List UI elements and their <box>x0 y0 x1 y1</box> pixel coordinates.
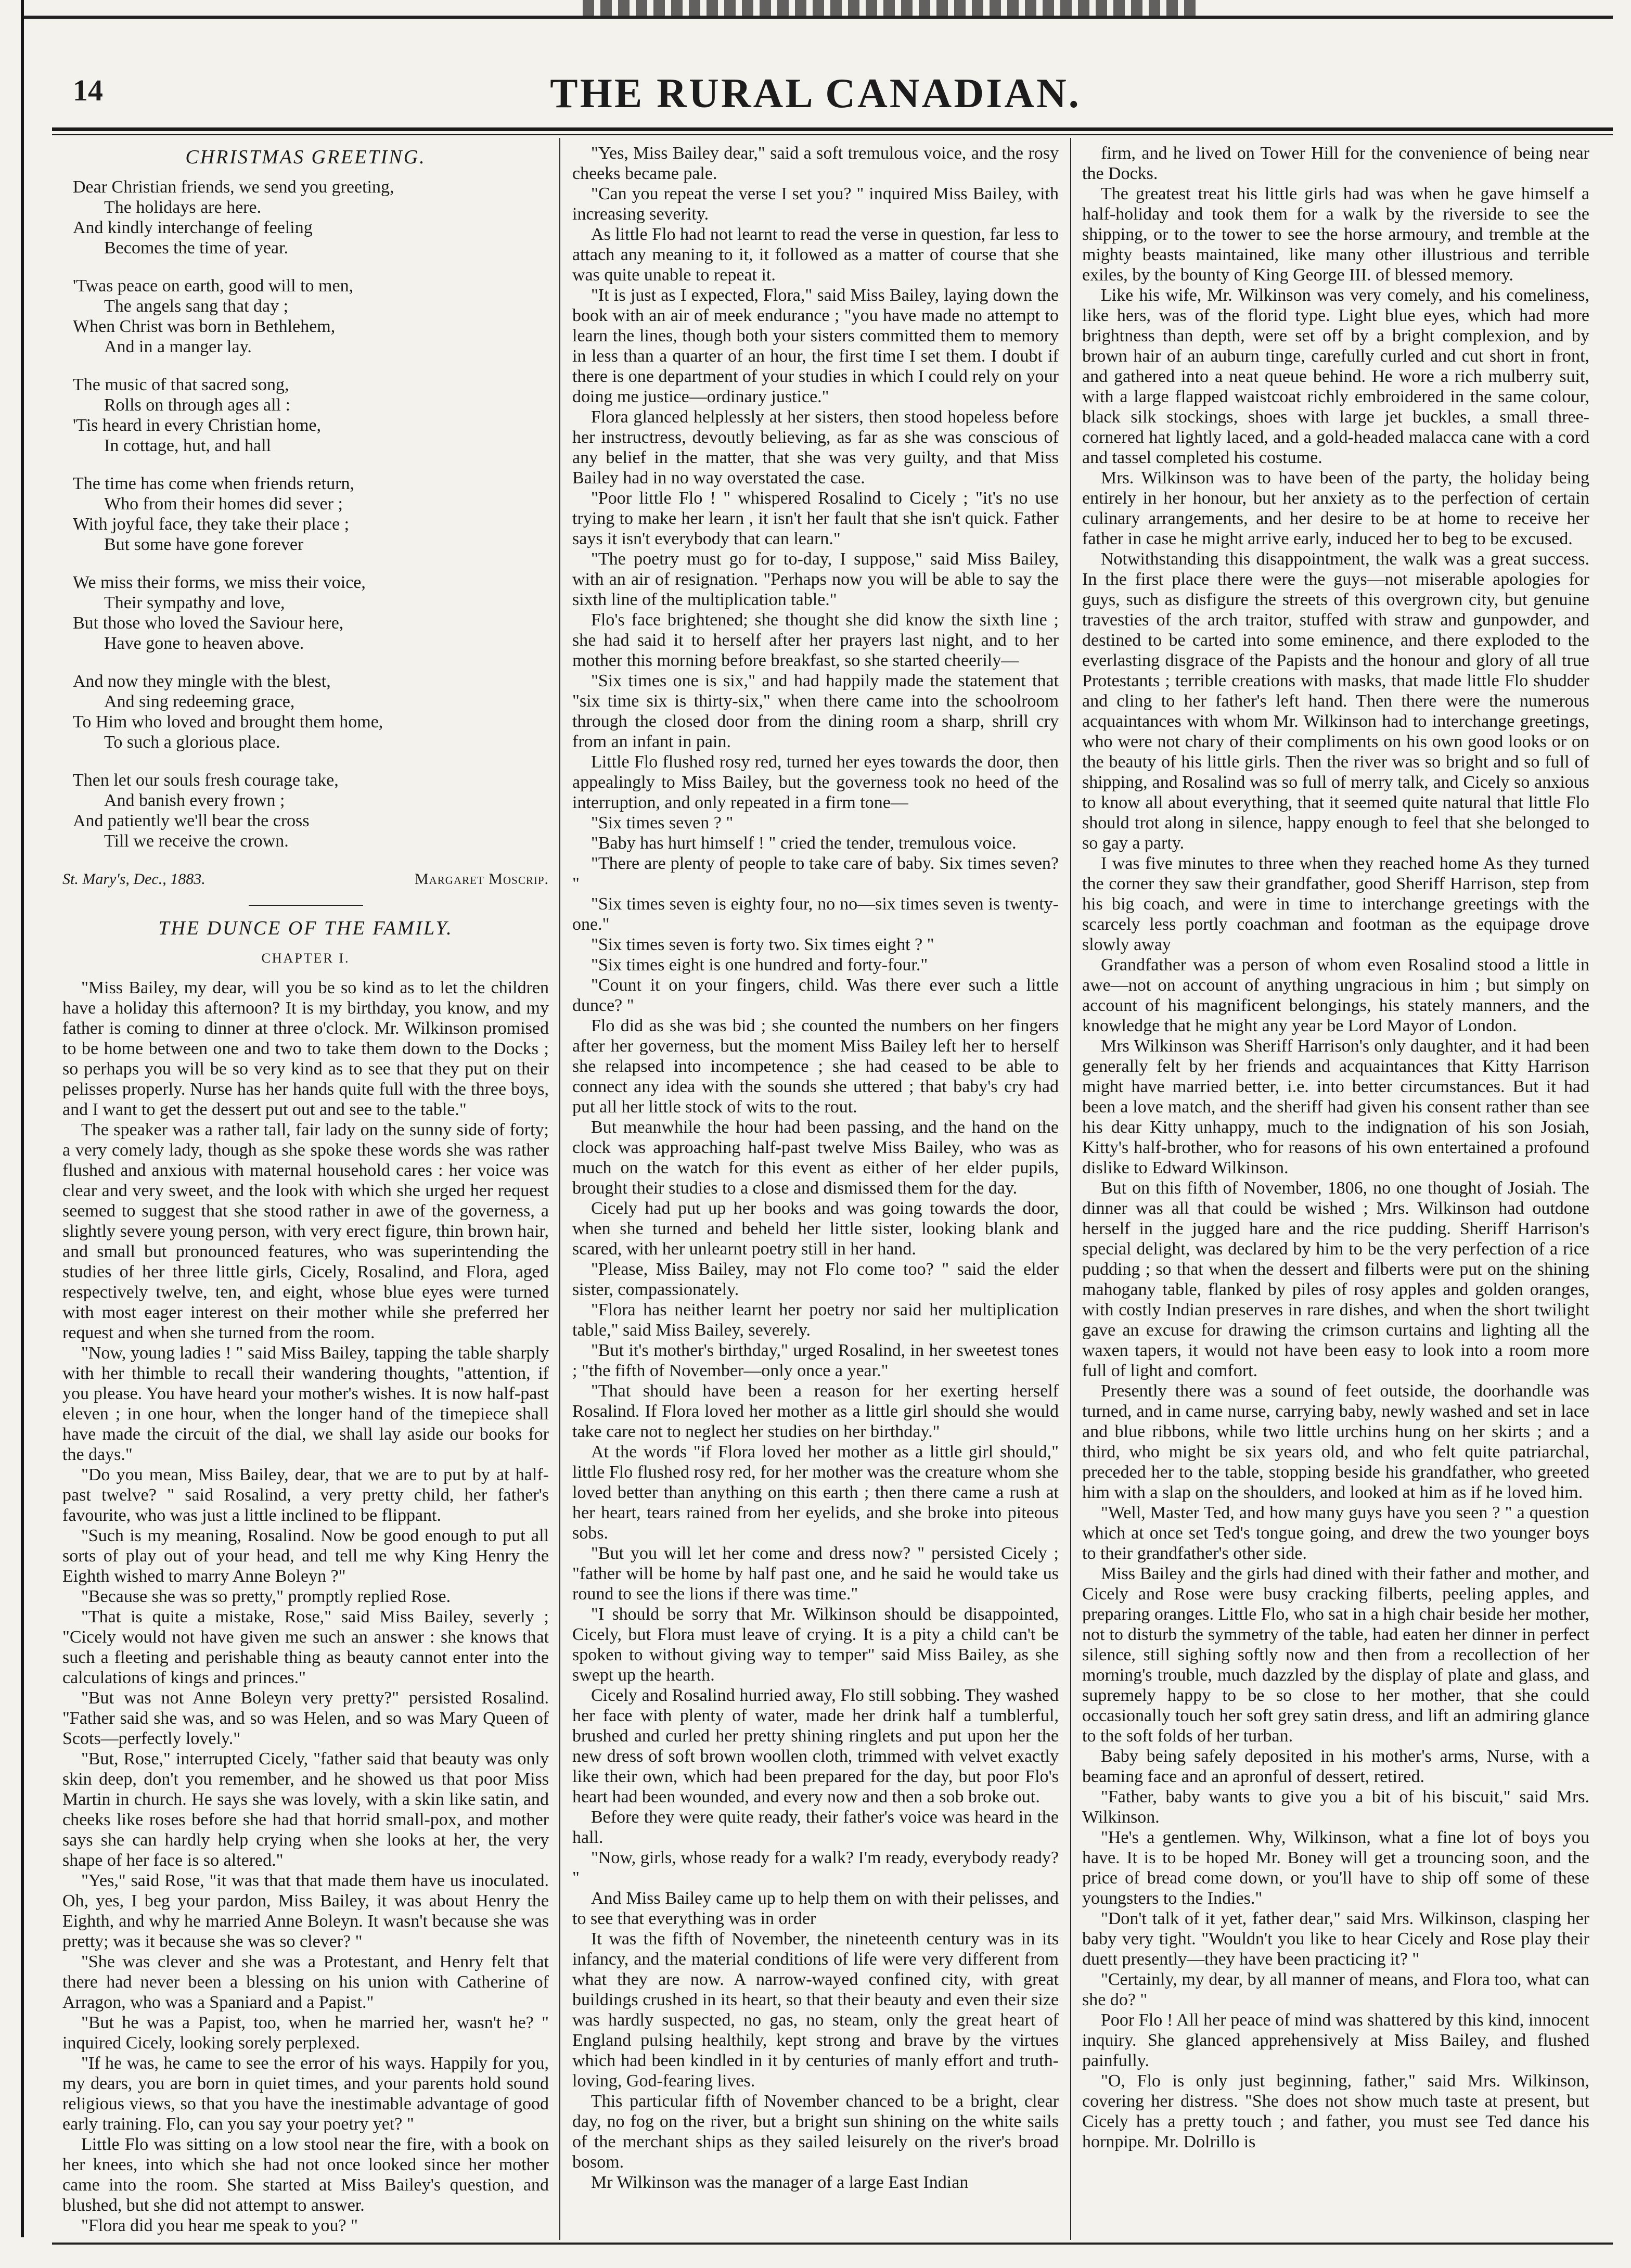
poem-line: To Him who loved and brought them home, <box>73 712 383 732</box>
poem-line: When Christ was born in Bethlehem, <box>73 317 336 336</box>
paragraph: Poor Flo ! All her peace of mind was shattered by this kind, innocent inquiry. She glanced apprehensively at Miss Bailey, and flushed painfully. <box>1082 2010 1589 2070</box>
poem-line: The angels sang that day ; <box>104 297 289 316</box>
poem-body <box>62 177 549 851</box>
poem-stanza <box>73 276 549 357</box>
paragraph: Miss Bailey and the girls had dined with their father and mother, and Cicely and Rose were busy cracking filberts, peeling apples, and preparing oranges. Little Flo, who sat in a high chair beside her mother, not to disturb the symmetry of the table, had eaten her dinner in perfect silence, still sighing softly now and then from a recollection of her morning's trouble, much dazzled by the display of plate and glass, and supremely happy to be so close to her mother, that she could occasionally touch her soft grey satin dress, and lift an admiring glance to the soft folds of her turban. <box>1082 1564 1589 1746</box>
header-rule-thin <box>52 134 1613 135</box>
column-3-text <box>1082 143 1589 2152</box>
paragraph: "That is quite a mistake, Rose," said Miss Bailey, severly ; "Cicely would not have given me such an answer : she knows that such a fleeting and perishable thing as beauty cannot enter into the calculations of kings and princes." <box>62 1607 549 1687</box>
poem-stanza <box>73 671 549 752</box>
paragraph: Flora glanced helplessly at her sisters, then stood hopeless before her instructress, devoutly believing, as far as she was conscious of any belief in the matter, that she was very guilty, and that Miss Bailey had in no way overstated the case. <box>572 407 1059 488</box>
header-rule-thick <box>52 127 1613 131</box>
poem-line: We miss their forms, we miss their voice, <box>73 573 366 592</box>
paragraph: "O, Flo is only just beginning, father," said Mrs. Wilkinson, covering her distress. "She does not show much taste at present, but Cicely has a pretty touch ; and father, you must see Ted dance his hornpipe. Mr. Dolrillo is <box>1082 2071 1589 2151</box>
poem-line: In cottage, hut, and hall <box>104 436 272 455</box>
poem-line: And in a manger lay. <box>104 337 252 356</box>
paragraph: "Well, Master Ted, and how many guys have you seen ? " a question which at once set Ted's tongue going, and drew the two younger boys to their grandfather's other side. <box>1082 1503 1589 1563</box>
paragraph: "But it's mother's birthday," urged Rosalind, in her sweetest tones ; "the fifth of November—only once a year." <box>572 1341 1059 1380</box>
column-divider <box>1070 138 1071 2240</box>
poem-line: Becomes the time of year. <box>104 238 289 258</box>
poem-line: And kindly interchange of feeling <box>73 218 313 237</box>
paragraph: As little Flo had not learnt to read the verse in question, far less to attach any meaning to it, it followed as a matter of course that she was quite unable to repeat it. <box>572 225 1059 285</box>
poem-line: Dear Christian friends, we send you greeting, <box>73 177 394 197</box>
poem-line: The music of that sacred song, <box>73 375 289 394</box>
paragraph: Mrs. Wilkinson was to have been of the party, the holiday being entirely in her honour, but her anxiety as to the perfection of certain culinary arrangements, and her desire to be at home to receive her father in case he might arrive early, induced her to beg to be excused. <box>1082 468 1589 548</box>
paragraph: "But was not Anne Boleyn very pretty?" persisted Rosalind. "Father said she was, and so was Helen, and so was Mary Queen of Scots—perfectly lovely." <box>62 1688 549 1748</box>
paragraph: Notwithstanding this disappointment, the walk was a great success. In the first place there were the guys—not miserable apologies for guys, such as disfigure the streets of this overgrown city, but genuine travesties of the arch traitor, stuffed with straw and gunpowder, and destined to be carted into some eminence, and there exploded to the everlasting disgrace of the Papists and the honour and glory of all true Protestants ; terrible creations with masks, that made little Flo shudder and cling to her father's left hand. Then there were the numerous acquaintances with whom Mr. Wilkinson had to interchange greetings, who were not chary of their compliments on his own good looks or on the beauty of his little girls. Then the river was so bright and so full of shipping, and Rosalind was so full of merry talk, and Cicely so anxious to know all about everything, that it seemed quite natural that little Flo should trot along in silence, happy enough to feel that she belonged to so gay a party. <box>1082 549 1589 853</box>
paragraph: But on this fifth of November, 1806, no one thought of Josiah. The dinner was all that could be wished ; Mrs. Wilkinson had outdone herself in the jugged hare and the rice pudding. Sheriff Harrison's special delight, was declared by him to be the very perfection of a rice pudding ; so that when the dessert and filberts were put on the shining mahogany table, flanked by piles of rosy apples and golden oranges, with costly Indian preserves in rare dishes, and when the short twilight gave an excuse for drawing the crimson curtains and lighting all the waxen tapers, it would not have been easy to look into a room more full of light and comfort. <box>1082 1178 1589 1380</box>
paragraph: The speaker was a rather tall, fair lady on the sunny side of forty; a very comely lady, though as she spoke these words she was rather flushed and anxious with maternal household cares : her voice was clear and very sweet, and the look with which she urged her request seemed to suggest that she stood rather in awe of the governess, a slightly severe young person, with very erect figure, thin brown hair, and small but pronounced features, who was superintending the studies of her three little girls, Cicely, Rosalind, and Flora, aged respectively twelve, ten, and eight, whose blue eyes were turned with most eager interest on their mother while she preferred her request and when she turned from the room. <box>62 1120 549 1342</box>
paragraph: "There are plenty of people to take care of baby. Six times seven? " <box>572 854 1059 893</box>
paragraph: And Miss Bailey came up to help them on with their pelisses, and to see that everything was in order <box>572 1889 1059 1928</box>
paragraph: "It is just as I expected, Flora," said Miss Bailey, laying down the book with an air of meek endurance ; "you have made no attempt to learn the lines, though both your sisters committed them to memory in less than a quarter of an hour, the first time I set them. I doubt if there is one department of your studies in which I could rely on your doing me justice—ordinary justice." <box>572 286 1059 406</box>
paragraph: "Yes, Miss Bailey dear," said a soft tremulous voice, and the rosy cheeks became pale. <box>572 144 1059 183</box>
column-1-text <box>62 978 549 2235</box>
paragraph: Presently there was a sound of feet outside, the doorhandle was turned, and in came nurse, carrying baby, newly washed and set in lace and blue ribbons, while two little urchins hung on her skirts ; and a third, who might be six years old, and who felt quite patriarchal, preceded her to the table, stopping beside his grandfather, who greeted him with a slap on the shoulders, and looked at him as if he loved him. <box>1082 1381 1589 1502</box>
paragraph: "Flora did you hear me speak to you? " <box>81 2216 358 2235</box>
top-rule <box>21 16 1613 19</box>
poem-place-date: St. Mary's, Dec., 1883. <box>62 870 206 888</box>
poem-line: And now they mingle with the blest, <box>73 672 331 691</box>
poem-line: And sing redeeming grace, <box>104 692 295 711</box>
paragraph: Little Flo flushed rosy red, turned her eyes towards the door, then appealingly to Miss Bailey, but the governess took no heed of the interruption, and only repeated in a firm tone— <box>572 752 1059 812</box>
poem-line: 'Twas peace on earth, good will to men, <box>73 276 354 296</box>
paragraph: This particular fifth of November chanced to be a bright, clear day, no fog on the river, but a bright sun shining on the white sails of the merchant ships as they sailed leisurely on the river's broad bosom. <box>572 2092 1059 2172</box>
paragraph: "Flora has neither learnt her poetry nor said her multiplication table," said Miss Bailey, severely. <box>572 1300 1059 1340</box>
poem-line: The time has come when friends return, <box>73 474 354 493</box>
paragraph: "Yes," said Rose, "it was that that made them have us inoculated. Oh, yes, I beg your pardon, Miss Bailey, it was about Henry the Eighth, and why he married Anne Boleyn. It wasn't because she was pretty; was it because she was so clever? " <box>62 1871 549 1951</box>
paragraph: "But you will let her come and dress now? " persisted Cicely ; "father will be home by half past one, and he said he would take us round to see the lions if there was time." <box>572 1544 1059 1604</box>
paragraph: "Do you mean, Miss Bailey, dear, that we are to put by at half-past twelve? " said Rosalind, a very pretty child, her father's favourite, who was just a little inclined to be flippant. <box>62 1465 549 1525</box>
bottom-rule <box>52 2243 1613 2245</box>
column-2-text <box>572 143 1059 2193</box>
paragraph: "Certainly, my dear, by all manner of means, and Flora too, what can she do? " <box>1082 1970 1589 2009</box>
paragraph: "Please, Miss Bailey, may not Flo come too? " said the elder sister, compassionately. <box>572 1260 1059 1299</box>
paragraph: "If he was, he came to see the error of his ways. Happily for you, my dears, you are born in quiet times, and your parents hold sound religious views, so that you have the inestimable advantage of good early training. Flo, can you say your poetry yet? " <box>62 2054 549 2134</box>
poem-line: To such a glorious place. <box>104 733 280 752</box>
poem-title: CHRISTMAS GREETING. <box>185 146 426 168</box>
paragraph: "Count it on your fingers, child. Was there ever such a little dunce? " <box>572 976 1059 1015</box>
cropped-header-remnant <box>583 0 1197 16</box>
paragraph: "He's a gentlemen. Why, Wilkinson, what a fine lot of boys you have. It is to be hoped Mr. Boney will get a trouncing soon, and the price of bread come down, or you'll have to ship off some of these youngsters to the Indies." <box>1082 1828 1589 1908</box>
story-title: THE DUNCE OF THE FAMILY. <box>158 917 453 939</box>
poem-stanza <box>73 473 549 555</box>
section-divider <box>249 905 363 906</box>
paragraph: Mrs Wilkinson was Sheriff Harrison's only daughter, and it had been generally felt by her friends and acquaintances that Kitty Harrison might have married better, i.e. into better circumstances. But it had been a love match, and the sheriff had given his consent rather than see his dear Kitty unhappy, much to the indignation of his son Josiah, Kitty's half-brother, who for reasons of his own entertained a profound dislike to Edward Wilkinson. <box>1082 1036 1589 1177</box>
paragraph: Little Flo was sitting on a low stool near the fire, with a book on her knees, into which she had not once looked since her mother came into the room. She started at Miss Bailey's question, and blushed, but she did not attempt to answer. <box>62 2135 549 2215</box>
poem-signature <box>62 869 549 889</box>
paragraph: "Poor little Flo ! " whispered Rosalind to Cicely ; "it's no use trying to make her learn , it isn't her fault that she isn't quick. Father says it isn't everybody that can learn." <box>572 489 1059 548</box>
poem-stanza <box>73 177 549 258</box>
paragraph: Grandfather was a person of whom even Rosalind stood a little in awe—not on account of anything ungracious in him ; but simply on account of his magnificent belongings, his stately manners, and the knowledge that he might any year be Lord Mayor of London. <box>1082 955 1589 1035</box>
paragraph: "Six times seven ? " <box>591 813 734 832</box>
paragraph: At the words "if Flora loved her mother as a little girl should," little Flo flushed rosy red, for her mother was the creature whom she loved better than anything on this earth ; then there came a rush at her heart, tears rained from her eyelids, and she broke into piteous sobs. <box>572 1442 1059 1543</box>
masthead-title: THE RURAL CANADIAN. <box>550 71 1081 117</box>
paragraph: "But he was a Papist, too, when he married her, wasn't he? " inquired Cicely, looking sorely perplexed. <box>62 2013 549 2053</box>
paragraph: Cicely had put up her books and was going towards the door, when she turned and beheld her little sister, looking blank and scared, with her unlearnt poetry still in her hand. <box>572 1199 1059 1259</box>
paragraph: Mr Wilkinson was the manager of a large East Indian <box>591 2173 969 2192</box>
column-2 <box>572 143 1059 2235</box>
paragraph: "Six times eight is one hundred and forty-four." <box>591 955 928 975</box>
paragraph: "But, Rose," interrupted Cicely, "father said that beauty was only skin deep, don't you remember, and he showed us that poor Miss Martin in church. He says she was lovely, with a skin like satin, and cheeks like roses before she had that horrid small-pox, and mother says she can hardly help crying when she looks at her, the very shape of her face is so altered." <box>62 1749 549 1870</box>
paragraph: "Six times seven is forty two. Six times eight ? " <box>591 935 934 954</box>
paragraph: But meanwhile the hour had been passing, and the hand on the clock was approaching half-past twelve Miss Bailey, who was as much on the watch for this event as either of her elder pupils, brought their studies to a close and dismissed them for the day. <box>572 1118 1059 1198</box>
paragraph: Baby being safely deposited in his mother's arms, Nurse, with a beaming face and an apronful of dessert, retired. <box>1082 1747 1589 1786</box>
page-number: 14 <box>73 73 103 107</box>
paragraph: "Such is my meaning, Rosalind. Now be good enough to put all sorts of play out of your head, and tell me why King Henry the Eighth wished to marry Anne Boleyn ?" <box>62 1526 549 1586</box>
paragraph: "The poetry must go for to-day, I suppose," said Miss Bailey, with an air of resignation. "Perhaps now you will be able to say the sixth line of the multiplication table." <box>572 549 1059 609</box>
poem-line: Till we receive the crown. <box>104 831 289 851</box>
paragraph: "I should be sorry that Mr. Wilkinson should be disappointed, Cicely, but Flora must leave of crying. It is a pity a child can't be spoken to without giving way to temper" said Miss Bailey, as she swept up the hearth. <box>572 1605 1059 1685</box>
paragraph: It was the fifth of November, the nineteenth century was in its infancy, and the material conditions of life were very different from what they are now. A narrow-wayed confined city, with great buildings crushed in its heart, so that their beauty and even their size was hardly suspected, no gas, no steam, only the great heart of England pulsing healthily, kept strong and brave by the virtues which had been kindled in it by centuries of manly effort and truth-loving, God-fearing lives. <box>572 1929 1059 2091</box>
paragraph: "Don't talk of it yet, father dear," said Mrs. Wilkinson, clasping her baby very tight. "Wouldn't you like to hear Cicely and Rose play their duett presently—they have been practicing it? " <box>1082 1909 1589 1969</box>
poem-line: Their sympathy and love, <box>104 593 285 612</box>
paragraph: Flo's face brightened; she thought she did know the sixth line ; she had said it to herself after her prayers last night, and to her mother this morning before breakfast, so she started cheerily— <box>572 610 1059 670</box>
left-binding-rule <box>21 0 24 2237</box>
poem-line: Rolls on through ages all : <box>104 395 290 415</box>
paragraph: "That should have been a reason for her exerting herself Rosalind. If Flora loved her mother as a little girl should she would take care not to neglect her studies on her birthday." <box>572 1381 1059 1441</box>
poem-line: The holidays are here. <box>104 198 262 217</box>
column-1 <box>62 143 549 2235</box>
column-3 <box>1082 143 1589 2235</box>
paragraph: "Father, baby wants to give you a bit of his biscuit," said Mrs. Wilkinson. <box>1082 1787 1589 1827</box>
poem-line: But some have gone forever <box>104 535 304 554</box>
paragraph: "Now, young ladies ! " said Miss Bailey, tapping the table sharply with her thimble to recall their wandering thoughts, "attention, if you please. You have heard your mother's wishes. It is now half-past eleven ; in one hour, when the longer hand of the timepiece shall have made the circuit of the dial, we shall lay aside our books for the days." <box>62 1343 549 1464</box>
poem-line: Have gone to heaven above. <box>104 634 304 653</box>
poem-stanza <box>73 770 549 851</box>
poem-stanza <box>73 375 549 456</box>
paragraph: I was five minutes to three when they reached home As they turned the corner they saw their grandfather, good Sheriff Harrison, step from his big coach, and were in time to interchange greetings with the scarcely less portly coachman and footman as the equipage drove slowly away <box>1082 854 1589 954</box>
poem-line: With joyful face, they take their place ; <box>73 515 350 534</box>
paragraph: firm, and he lived on Tower Hill for the convenience of being near the Docks. <box>1082 144 1589 183</box>
poem-line: And patiently we'll bear the cross <box>73 811 310 830</box>
top-edge-strip <box>0 0 1631 23</box>
paragraph: Like his wife, Mr. Wilkinson was very comely, and his comeliness, like hers, was of the florid type. Light blue eyes, which had more brightness than depth, were set off by a bright complexion, and by brown hair of an auburn tinge, carefully curled and cut short in front, and gathered into a neat queue behind. He wore a rich mulberry suit, with a large flapped waistcoat richly embroidered in the same colour, black silk stockings, shoes with large jet buckles, a small three-cornered hat lightly laced, and a gold-headed malacca cane with a cord and tassel completed his costume. <box>1082 286 1589 467</box>
paragraph: The greatest treat his little girls had was when he gave himself a half-holiday and took them for a walk by the riverside to see the shipping, or to the tower to see the horse armoury, and tremble at the mighty beasts maintained, like many other illustrious and terrible exiles, by the bounty of King George III. of blessed memory. <box>1082 184 1589 285</box>
poem-line: Then let our souls fresh courage take, <box>73 771 339 790</box>
paragraph: Before they were quite ready, their father's voice was heard in the hall. <box>572 1808 1059 1847</box>
column-divider <box>559 138 560 2240</box>
poem-line: And banish every frown ; <box>104 791 285 810</box>
paragraph: "Six times seven is eighty four, no no—six times seven is twenty-one." <box>572 894 1059 934</box>
poem-line: 'Tis heard in every Christian home, <box>73 416 322 435</box>
paragraph: "Now, girls, whose ready for a walk? I'm ready, everybody ready? " <box>572 1848 1059 1888</box>
poem-stanza <box>73 572 549 654</box>
poem-line: Who from their homes did sever ; <box>104 494 343 514</box>
paragraph: "She was clever and she was a Protestant, and Henry felt that there had never been a blessing on his union with Catherine of Arragon, who was a Spaniard and a Papist." <box>62 1952 549 2012</box>
paragraph: "Can you repeat the verse I set you? " inquired Miss Bailey, with increasing severity. <box>572 184 1059 224</box>
chapter-heading: CHAPTER I. <box>261 951 350 966</box>
paragraph: Cicely and Rosalind hurried away, Flo still sobbing. They washed her face with plenty of water, made her drink half a tumblerful, brushed and curled her pretty shining ringlets and put upon her the new dress of soft brown woollen cloth, trimmed with velvet exactly like their own, which had been prepared for the day, but poor Flo's heart had been wounded, and every now and then a sob broke out. <box>572 1686 1059 1806</box>
poem-line: But those who loved the Saviour here, <box>73 613 344 633</box>
paragraph: "Miss Bailey, my dear, will you be so kind as to let the children have a holiday this afternoon? It is my birthday, you know, and my father is coming to dinner at three o'clock. Mr. Wilkinson promised to be home between one and two to take them down to the Docks ; so perhaps you will be so very kind as to see that they put on their pelisses properly. Nurse has her hands quite full with the three boys, and I want to get the dessert put out and see to the table." <box>62 978 549 1119</box>
paragraph: "Baby has hurt himself ! " cried the tender, tremulous voice. <box>591 834 1017 853</box>
paragraph: "Six times one is six," and had happily made the statement that "six time six is thirty-six," when there came into the schoolroom through the closed door from the dining room a sharp, shrill cry from an infant in pain. <box>572 671 1059 751</box>
paragraph: "Because she was so pretty," promptly replied Rose. <box>81 1587 451 1606</box>
poem-author: Margaret Moscrip. <box>414 870 549 888</box>
paragraph: Flo did as she was bid ; she counted the numbers on her fingers after her governess, but the moment Miss Bailey left her to herself she relapsed into incompetence ; she had ceased to be able to connect any idea with the sounds she uttered ; that baby's cry had put all her little stock of wits to the rout. <box>572 1016 1059 1117</box>
